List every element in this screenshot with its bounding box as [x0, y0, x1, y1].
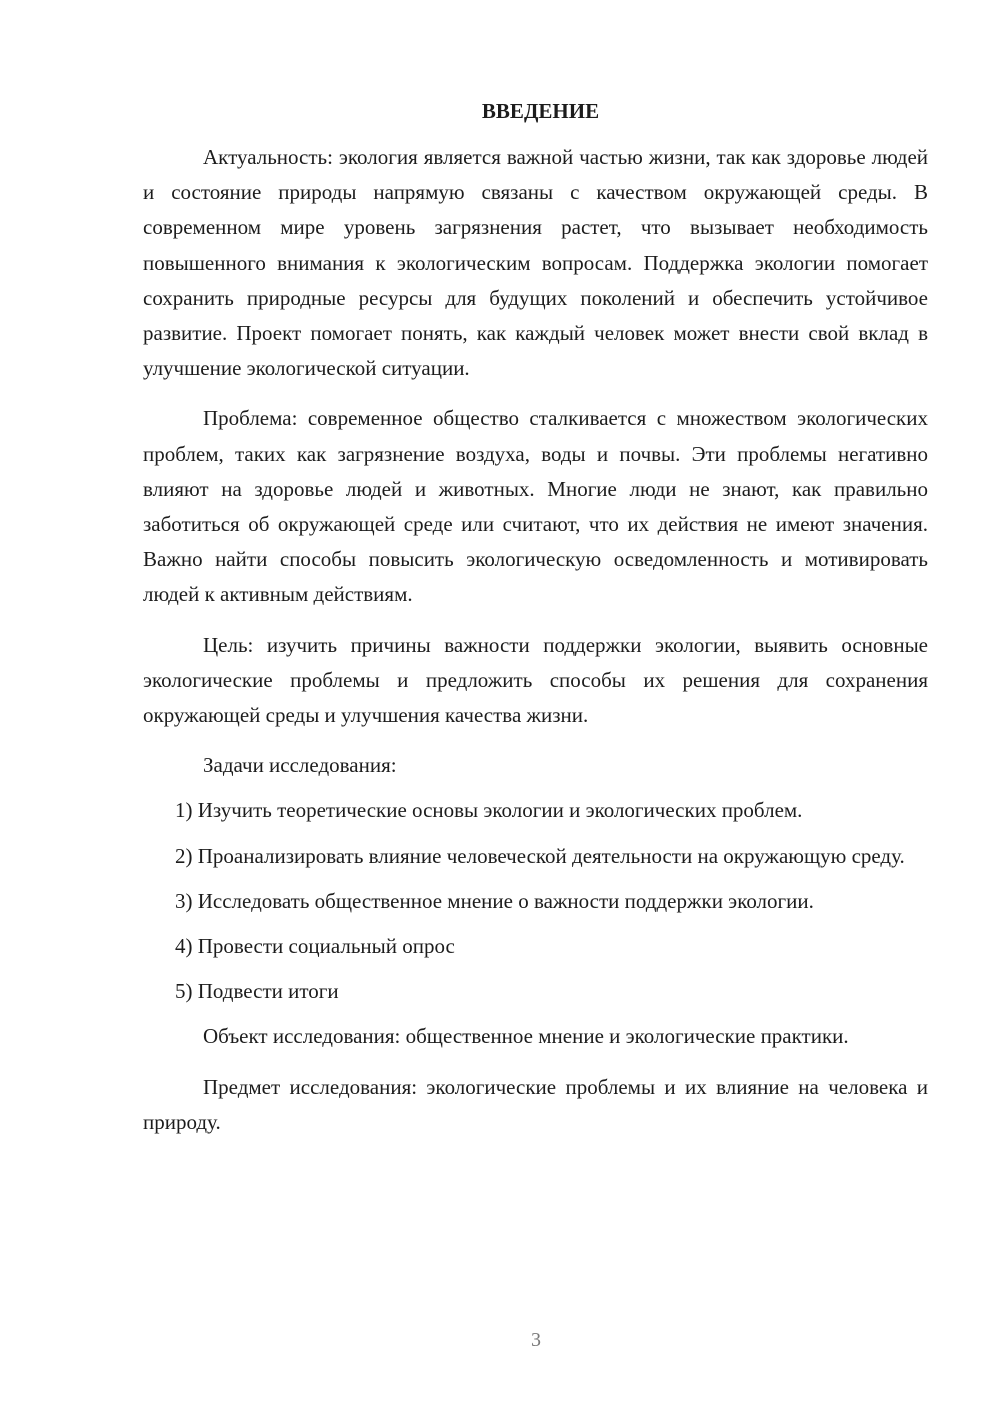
paragraph-object: Объект исследования: общественное мнение и экологические практики. — [203, 1024, 849, 1049]
paragraph-subject: Предмет исследования: экологические проблемы и их влияние на человека и природу. — [143, 1074, 928, 1134]
paragraph-relevance: Актуальность: экология является важной частью жизни, так как здоровье людей и состояние природы напрямую связаны с качеством окружающей среды. В современном мире уровень загрязнения растет, что вызывает необходимость повышенного внимания к экологическим вопросам. Поддержка экологии помогает сохранить природные ресурсы для будущих поколений и обеспечить устойчивое развитие. Проект помогает понять, как каждый человек может внести свой вклад в улучшение экологической ситуации. — [143, 145, 928, 381]
task-item-1: 1) Изучить теоретические основы экологии и экологических проблем. — [175, 798, 803, 823]
page-heading: ВВЕДЕНИЕ — [481, 99, 600, 123]
task-item-5: 5) Подвести итоги — [175, 979, 339, 1004]
task-item-2: 2) Проанализировать влияние человеческой деятельности на окружающую среду. — [175, 843, 905, 868]
paragraph-problem: Проблема: современное общество сталкивается с множеством экологических проблем, таких как загрязнение воздуха, воды и почвы. Эти проблемы негативно влияют на здоровье людей и животных. Многие люди не знают, как правильно заботиться об окружающей среде или считают, что их действия не имеют значения. Важно найти способы повысить экологическую осведомленность и мотивировать людей к активным действиям. — [143, 406, 928, 607]
task-item-4: 4) Провести социальный опрос — [175, 934, 455, 959]
paragraph-goal: Цель: изучить причины важности поддержки экологии, выявить основные экологические проблемы и предложить способы их решения для сохранения окружающей среды и улучшения качества жизни. — [143, 632, 928, 728]
page-content — [143, 94, 928, 1140]
task-item-3: 3) Исследовать общественное мнение о важности поддержки экологии. — [175, 888, 814, 913]
page-number: 3 — [531, 1329, 541, 1351]
paragraph-tasks-heading: Задачи исследования: — [203, 753, 397, 778]
